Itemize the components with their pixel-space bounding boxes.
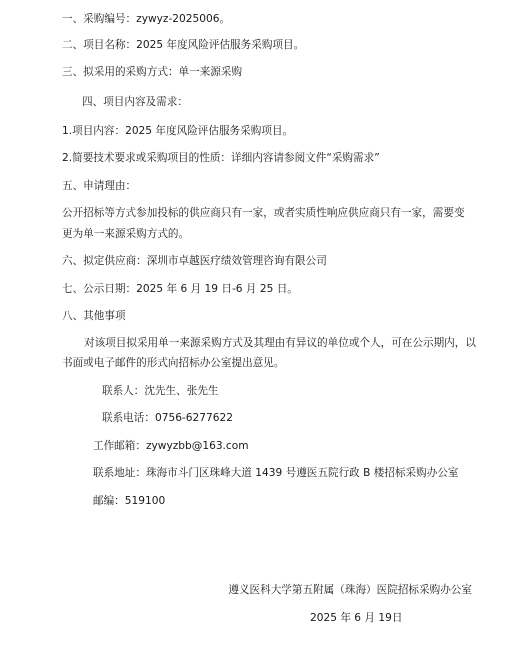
notice-text-line: 对该项目拟采用单一来源采购方式及其理由有异议的单位或个人，可在公示期内，以 (84, 337, 476, 349)
signature-date: 2025 年 6 月 19日 (310, 612, 403, 624)
contact-postcode: 邮编：519100 (93, 495, 166, 507)
section-project-name: 二、项目名称：2025 年度风险评估服务采购项目。 (62, 39, 305, 51)
section-notice-period: 七、公示日期：2025 年 6 月 19 日-6 月 25 日。 (62, 283, 298, 295)
section-other-matters-heading: 八、其他事项 (62, 310, 126, 322)
reason-text-line: 公开招标等方式参加投标的供应商只有一家，或者实质性响应供应商只有一家，需要变 (62, 207, 465, 219)
notice-text-line: 书面或电子邮件的形式向招标办公室提出意见。 (62, 357, 285, 369)
technical-requirement-item: 2.简要技术要求或采购项目的性质：详细内容请参阅文件“采购需求” (62, 152, 380, 164)
reason-text-line: 更为单一来源采购方式的。 (62, 228, 190, 240)
signature-organization: 遵义医科大学第五附属（珠海）医院招标采购办公室 (228, 584, 472, 596)
contact-address: 联系地址：珠海市斗门区珠峰大道 1439 号遵医五院行政 B 楼招标采购办公室 (93, 467, 459, 479)
contact-phone: 联系电话：0756-6277622 (102, 412, 233, 424)
section-procurement-method: 三、拟采用的采购方式：单一来源采购 (62, 66, 243, 78)
section-procurement-number: 一、采购编号：zywyz-2025006。 (62, 13, 231, 25)
contact-email: 工作邮箱：zywyzbb@163.com (93, 440, 249, 452)
project-content-item: 1.项目内容：2025 年度风险评估服务采购项目。 (62, 125, 294, 137)
contact-person: 联系人：沈先生、张先生 (102, 385, 219, 397)
section-proposed-supplier: 六、拟定供应商：深圳市卓越医疗绩效管理咨询有限公司 (62, 255, 327, 267)
section-project-content-heading: 四、项目内容及需求： (82, 96, 188, 108)
section-reason-heading: 五、申请理由： (62, 180, 137, 192)
